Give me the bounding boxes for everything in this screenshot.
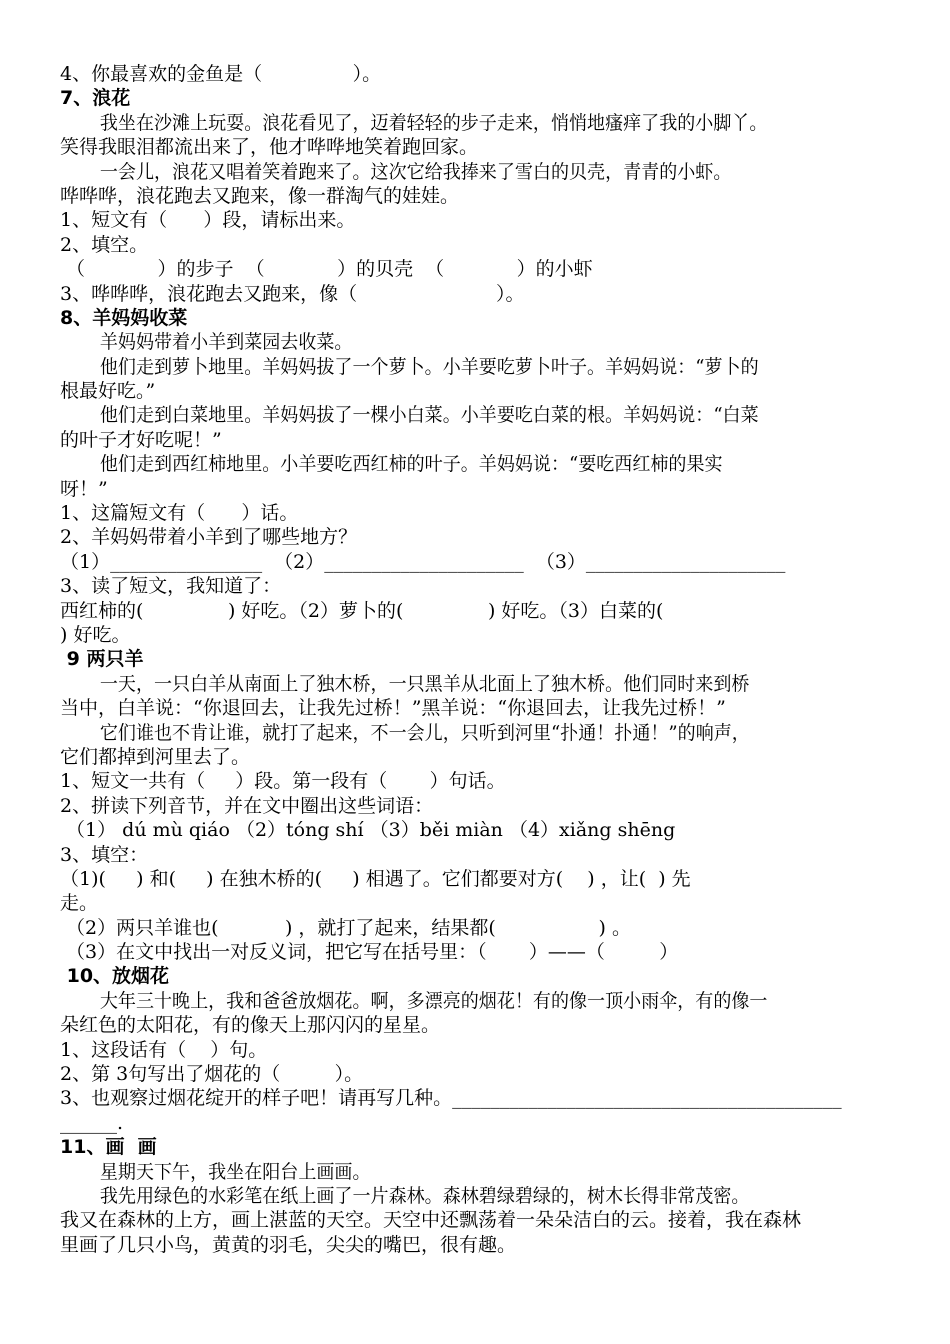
text-line: 走。 [60,892,99,915]
text-line: 西红柿的( ) 好吃。（2）萝卜的( ) 好吃。（3）白菜的( [60,599,664,622]
paragraph-line: 羊妈妈带着小羊到菜园去收菜。 [99,331,353,354]
paragraph-line: 一天，一只白羊从南面上了独木桥，一只黑羊从北面上了独木桥。他们同时来到桥 [99,672,750,695]
section-heading: 7、浪花 [60,87,131,110]
text-line: 我又在森林的上方，画上湛蓝的天空。天空中还飘荡着一朵朵洁白的云。接着，我在森林 [60,1209,802,1232]
text-line: 3、读了短文，我知道了： [60,575,282,598]
text-line: 朵红色的太阳花，有的像天上那闪闪的星星。 [60,1014,441,1037]
paragraph-line: 他们走到白菜地里。羊妈妈拔了一棵小白菜。小羊要吃白菜的根。羊妈妈说：“白菜 [99,404,759,427]
paragraph-line: 他们走到萝卜地里。羊妈妈拔了一个萝卜。小羊要吃萝卜叶子。羊妈妈说：“萝卜的 [99,355,759,378]
paragraph-line: 一会儿，浪花又唱着笑着跑来了。这次它给我捧来了雪白的贝壳，青青的小虾。 [99,160,732,183]
text-line: 4、你最喜欢的金鱼是（ ）。 [60,63,382,85]
section-heading: 10、放烟花 [60,965,170,988]
text-line: ______. [60,1111,124,1134]
text-line: 2、羊妈妈带着小羊到了哪些地方？ [60,526,358,549]
text-line: （1)( ) 和( ) 在独木桥的( ) 相遇了。它们都要对方( ) ，让( ) 先 [60,867,691,890]
text-line: 3、填空： [60,843,149,866]
text-line: 1、这段话有（ ）句。 [60,1038,268,1061]
paragraph-line: 大年三十晚上，我和爸爸放烟花。啊，多漂亮的烟花！有的像一顶小雨伞，有的像一 [99,989,768,1012]
text-line: （3）在文中找出一对反义词，把它写在括号里：（ ）——（ ） [60,941,679,964]
text-line: （1） dú mù qiáo （2）tóng shí （3）běi miàn （4）xiǎng shēng [60,819,676,842]
text-line: 2、拼读下列音节，并在文中圈出这些词语： [60,794,434,817]
paragraph-line: 我先用绿色的水彩笔在纸上画了一片森林。森林碧绿碧绿的，树木长得非常茂密。 [99,1184,750,1207]
paragraph-line: 它们谁也不肯让谁，就打了起来，不一会儿，只听到河里“扑通！扑通！”的响声， [99,721,750,744]
text-line: 2、第 3句写出了烟花的（ ）。 [60,1063,364,1086]
section-heading: 11、画 画 [60,1136,157,1159]
text-line: 3、哗哗哗，浪花跑去又跑来，像（ ）。 [60,282,525,305]
text-line: 1、短文一共有（ ）段。第一段有（ ）句话。 [60,770,506,793]
text-line: 哗哗哗，浪花跑去又跑来，像一群淘气的娃娃。 [60,184,460,207]
text-line: 根最好吃。” [60,380,156,403]
text-line: 的叶子才好吃呢！” [60,428,222,451]
section-heading: 8、羊妈妈收菜 [60,306,188,329]
text-line: 当中，白羊说：“你退回去，让我先过桥！”黑羊说：“你退回去，让我先过桥！” [60,697,726,720]
text-line: ) 好吃。 [60,623,131,646]
section-heading: 9 两只羊 [60,648,144,671]
text-line: 呀！” [60,477,108,500]
text-line: 笑得我眼泪都流出来了，他才哗哗地笑着跑回家。 [60,136,479,159]
text-line: 1、这篇短文有（ ）话。 [60,502,299,525]
text-line: 1、短文有（ ）段，请标出来。 [60,209,356,232]
text-line: 3、也观察过烟花绽开的样子吧！请再写几种。_________________________________________ [60,1087,842,1110]
text-line: （ ）的步子 （ ）的贝壳 （ ）的小虾 [60,258,593,281]
text-line: 里画了几只小鸟，黄黄的羽毛，尖尖的嘴巴，很有趣。 [60,1233,517,1256]
paragraph-line: 我坐在沙滩上玩耍。浪花看见了，迈着轻轻的步子走来，悄悄地瘙痒了我的小脚丫。 [99,111,768,134]
paragraph-line: 星期天下午，我坐在阳台上画画。 [99,1160,371,1183]
worksheet-content [60,62,894,1257]
text-line: （2）两只羊谁也( ) ，就打了起来，结果都( ) 。 [60,916,631,939]
text-line: 它们都掉到河里去了。 [60,745,251,768]
text-line: 2、填空。 [60,233,149,256]
text-line: （1）________________ （2）_____________________ （3）_____________________ [60,550,786,573]
paragraph-line: 他们走到西红柿地里。小羊要吃西红柿的叶子。羊妈妈说：“要吃西红柿的果实 [99,453,723,476]
